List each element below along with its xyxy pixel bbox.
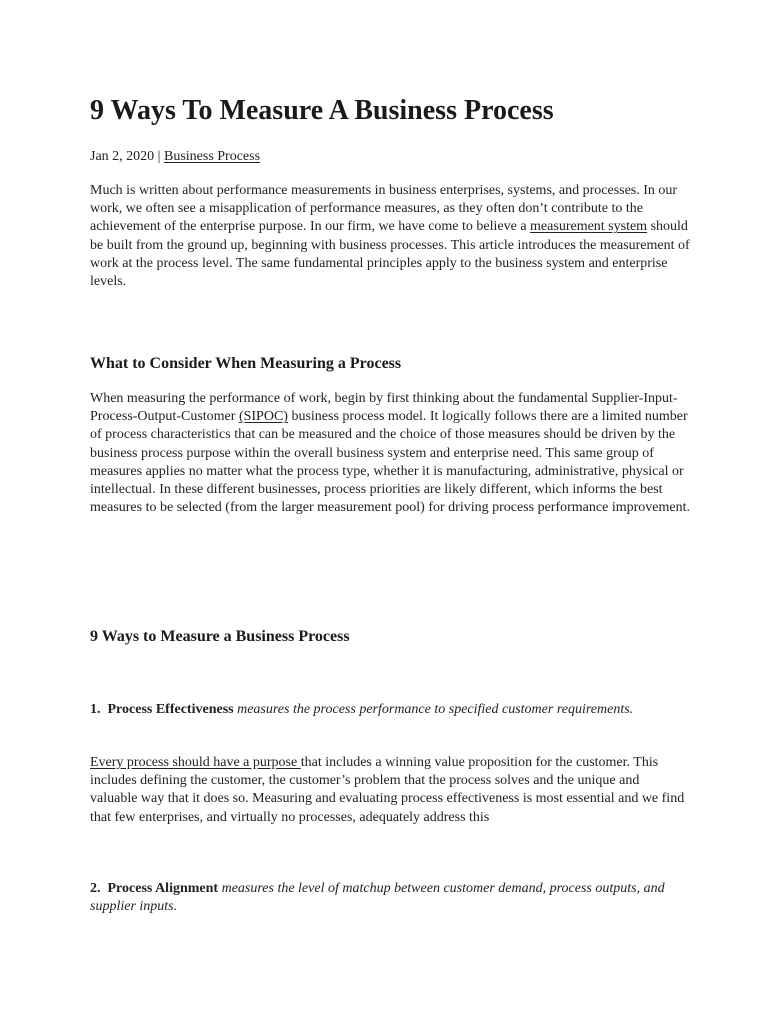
item1-body-text: that includes a winning value proposition for the customer. This includes defining the customer, the customer’s problem that the process solves and the unique and valuable way that it does so. Measuring and evaluating process effectiveness is most essential and we find that few enterprises, and virtually no processes, adequately address this — [90, 755, 685, 825]
consider-text-1: When measuring the performance of work, begin by first thinking about the fundamental Supplier-Input-Process-Output-Customer — [90, 391, 678, 425]
item2-description: measures the level of matchup between customer demand, process outputs, and supplier inputs. — [90, 881, 665, 915]
article-meta — [90, 148, 260, 166]
publish-date: Jan 2, 2020 — [90, 149, 155, 164]
category-link[interactable]: Business Process — [163, 149, 261, 164]
measurement-system-link[interactable]: measurement system — [530, 219, 648, 235]
consider-text-2: business process model. It logically follows there are a limited number of process characteristics that can be measured and the choice of those measures should be driven by the business process purpose within the overall business system and enterprise need. This same group of measures applies no matter what the process type, whether it is manufacturing, administrative, physical or intellectual. In these different businesses, process priorities are likely different, which informs the best measures to be selected (from the larger measurement pool) for driving process performance improvement. — [90, 409, 690, 516]
item2-number: 2. — [90, 881, 101, 896]
purpose-link[interactable]: Every process should have a purpose — [90, 755, 301, 770]
consider-paragraph — [90, 390, 690, 517]
item1-description: measures the process performance to specified customer requirements. — [237, 702, 634, 717]
item1-title: Process Effectiveness — [107, 702, 234, 717]
sipoc-link[interactable]: (SIPOC) — [238, 409, 288, 425]
item1-number: 1. — [90, 702, 101, 717]
section-heading-nine-ways: 9 Ways to Measure a Business Process — [90, 628, 350, 645]
item1-body — [90, 754, 690, 827]
meta-separator: | — [157, 149, 161, 164]
article-title: 9 Ways To Measure A Business Process — [90, 95, 554, 126]
section-heading-consider: What to Consider When Measuring a Process — [90, 355, 402, 372]
item2-title: Process Alignment — [107, 881, 219, 896]
item1-heading — [90, 701, 690, 719]
item2-heading — [90, 880, 690, 916]
intro-paragraph — [90, 182, 690, 291]
intro-text-1: Much is written about performance measurements in business enterprises, systems, and processes. In our work, we often see a misapplication of performance measures, as they often don’t contribute to the achievement of the enterprise purpose. In our firm, we have come to believe a — [90, 183, 678, 235]
intro-text-2: should be built from the ground up, beginning with business processes. This article introduces the measurement of work at the process level. The same fundamental principles apply to the business system and enterprise levels. — [90, 219, 690, 290]
